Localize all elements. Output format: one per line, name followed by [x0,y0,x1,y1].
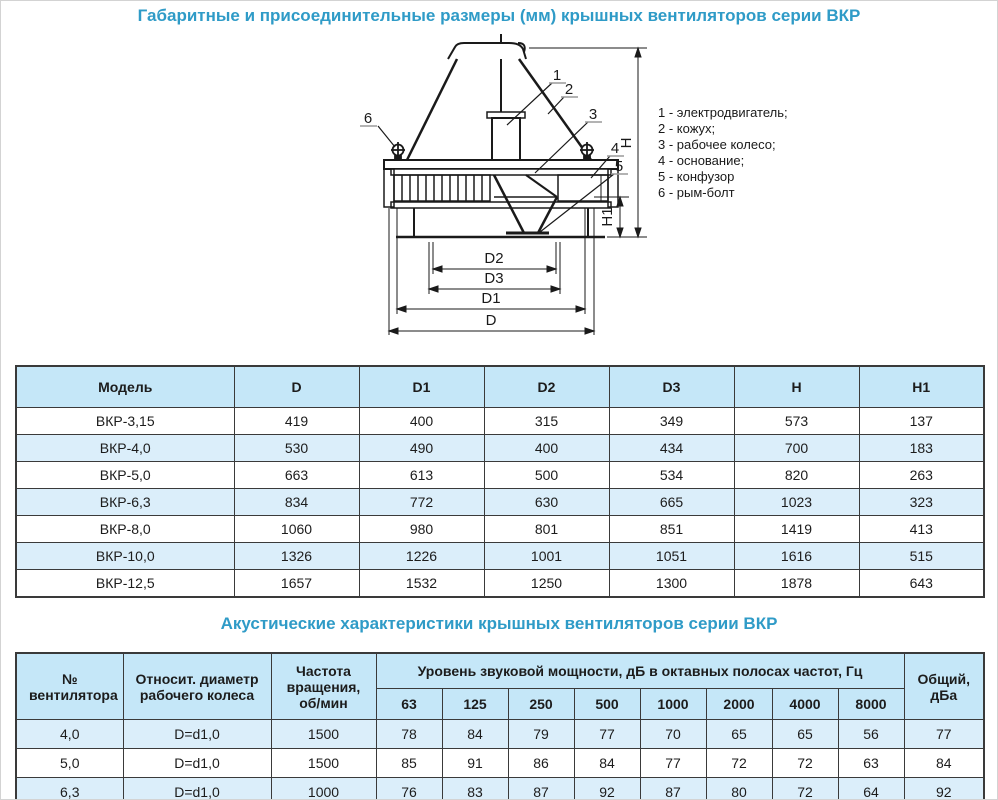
band-level-cell: 86 [508,749,574,778]
value-cell: 1300 [609,570,734,598]
band-level-cell: 80 [706,778,772,800]
value-cell: 1878 [734,570,859,598]
band-level-cell: 65 [772,720,838,749]
legend-item: 1 - электродвигатель; [658,105,788,120]
dim-label-d2: D2 [484,250,504,267]
band-level-cell: 85 [376,749,442,778]
value-cell: 980 [359,516,484,543]
band-header-4000: 4000 [772,689,838,720]
value-cell: 1051 [609,543,734,570]
band-level-cell: 91 [442,749,508,778]
fan-structure [384,34,618,335]
value-cell: 323 [859,489,984,516]
band-level-cell: 72 [772,778,838,800]
part-number-5: 5 [614,158,624,175]
table-row [16,462,984,489]
dim-label-d1: D1 [481,290,501,307]
figure-area [1,27,997,360]
table-row [16,435,984,462]
total-cell: 92 [904,778,984,800]
value-cell: 643 [859,570,984,598]
value-cell: 315 [484,408,609,435]
dim-label-h1: H1 [599,207,616,227]
column-header-d2: D2 [484,366,609,408]
table-header-row [16,366,984,408]
fan-number-cell: 4,0 [16,720,123,749]
rel-diameter-cell: D=d1,0 [123,749,271,778]
value-cell: 1419 [734,516,859,543]
part-number-3: 3 [588,106,598,123]
value-cell: 1060 [234,516,359,543]
band-level-cell: 78 [376,720,442,749]
value-cell: 1616 [734,543,859,570]
column-header-model: Модель [16,366,234,408]
part-number-1: 1 [552,67,562,84]
model-cell: ВКР-8,0 [16,516,234,543]
column-header-d3: D3 [609,366,734,408]
value-cell: 500 [484,462,609,489]
acoustic-table [15,652,985,800]
rel-diameter-cell: D=d1,0 [123,720,271,749]
column-header-d: D [234,366,359,408]
column-header-d1: D1 [359,366,484,408]
column-header-total-dba: Общий, дБа [904,653,984,720]
legend-item: 2 - кожух; [658,121,716,136]
legend-item: 6 - рым-болт [658,185,735,200]
speed-cell: 1500 [271,720,376,749]
table-header-row [16,653,984,689]
band-level-cell: 77 [640,749,706,778]
fan-number-cell: 6,3 [16,778,123,800]
value-cell: 573 [734,408,859,435]
column-header-h: H [734,366,859,408]
band-level-cell: 92 [574,778,640,800]
value-cell: 349 [609,408,734,435]
band-level-cell: 87 [640,778,706,800]
value-cell: 1657 [234,570,359,598]
value-cell: 613 [359,462,484,489]
model-cell: ВКР-3,15 [16,408,234,435]
value-cell: 772 [359,489,484,516]
eye-bolt-right [580,142,594,160]
speed-cell: 1000 [271,778,376,800]
band-level-cell: 83 [442,778,508,800]
dimensions-title: Габаритные и присоединительные размеры (мм) крышных вентиляторов серии ВКР [137,6,861,25]
band-header-125: 125 [442,689,508,720]
value-cell: 434 [609,435,734,462]
column-header-sound-power: Уровень звуковой мощности, дБ в октавных полосах частот, Гц [376,653,904,689]
parts-legend [658,105,788,201]
value-cell: 1326 [234,543,359,570]
band-level-cell: 64 [838,778,904,800]
total-cell: 77 [904,720,984,749]
total-cell: 84 [904,749,984,778]
band-header-500: 500 [574,689,640,720]
part-number-2: 2 [564,81,574,98]
value-cell: 663 [234,462,359,489]
band-level-cell: 72 [706,749,772,778]
value-cell: 851 [609,516,734,543]
value-cell: 183 [859,435,984,462]
band-level-cell: 56 [838,720,904,749]
dim-label-h: H [618,137,635,149]
model-cell: ВКР-4,0 [16,435,234,462]
band-level-cell: 84 [574,749,640,778]
band-level-cell: 70 [640,720,706,749]
table-row [16,489,984,516]
model-cell: ВКР-12,5 [16,570,234,598]
table-row [16,516,984,543]
part-number-4: 4 [610,140,620,157]
table-row [16,408,984,435]
value-cell: 490 [359,435,484,462]
acoustic-title: Акустические характеристики крышных вентиляторов серии ВКР [220,614,778,633]
band-header-1000: 1000 [640,689,706,720]
band-level-cell: 65 [706,720,772,749]
value-cell: 1001 [484,543,609,570]
dim-label-d3: D3 [484,270,504,287]
fan-number-cell: 5,0 [16,749,123,778]
table-row [16,778,984,800]
value-cell: 515 [859,543,984,570]
band-level-cell: 87 [508,778,574,800]
value-cell: 1250 [484,570,609,598]
model-cell: ВКР-6,3 [16,489,234,516]
table-row [16,570,984,598]
value-cell: 419 [234,408,359,435]
value-cell: 1532 [359,570,484,598]
legend-item: 5 - конфузор [658,169,735,184]
table-row [16,720,984,749]
value-cell: 834 [234,489,359,516]
band-level-cell: 76 [376,778,442,800]
column-header-fan-number: № вентилятора [16,653,123,720]
legend-item: 4 - основание; [658,153,745,168]
model-cell: ВКР-10,0 [16,543,234,570]
value-cell: 1023 [734,489,859,516]
model-cell: ВКР-5,0 [16,462,234,489]
value-cell: 700 [734,435,859,462]
band-level-cell: 72 [772,749,838,778]
band-header-250: 250 [508,689,574,720]
value-cell: 665 [609,489,734,516]
band-header-2000: 2000 [706,689,772,720]
column-header-h1: H1 [859,366,984,408]
value-cell: 530 [234,435,359,462]
band-level-cell: 63 [838,749,904,778]
value-cell: 400 [359,408,484,435]
value-cell: 1226 [359,543,484,570]
speed-cell: 1500 [271,749,376,778]
value-cell: 263 [859,462,984,489]
rel-diameter-cell: D=d1,0 [123,778,271,800]
legend-item: 3 - рабочее колесо; [658,137,776,152]
part-number-6: 6 [363,110,373,127]
value-cell: 630 [484,489,609,516]
band-header-63: 63 [376,689,442,720]
column-header-relative-diameter: Относит. диаметр рабочего колеса [123,653,271,720]
grille-slats [402,175,482,201]
band-level-cell: 77 [574,720,640,749]
value-cell: 400 [484,435,609,462]
value-cell: 413 [859,516,984,543]
table-row [16,749,984,778]
value-cell: 820 [734,462,859,489]
value-cell: 534 [609,462,734,489]
band-level-cell: 84 [442,720,508,749]
column-header-rotation-speed: Частота вращения, об/мин [271,653,376,720]
table-row [16,543,984,570]
dimensions-table [15,365,985,598]
dim-label-d: D [485,312,497,329]
band-level-cell: 79 [508,720,574,749]
value-cell: 137 [859,408,984,435]
value-cell: 801 [484,516,609,543]
band-header-8000: 8000 [838,689,904,720]
